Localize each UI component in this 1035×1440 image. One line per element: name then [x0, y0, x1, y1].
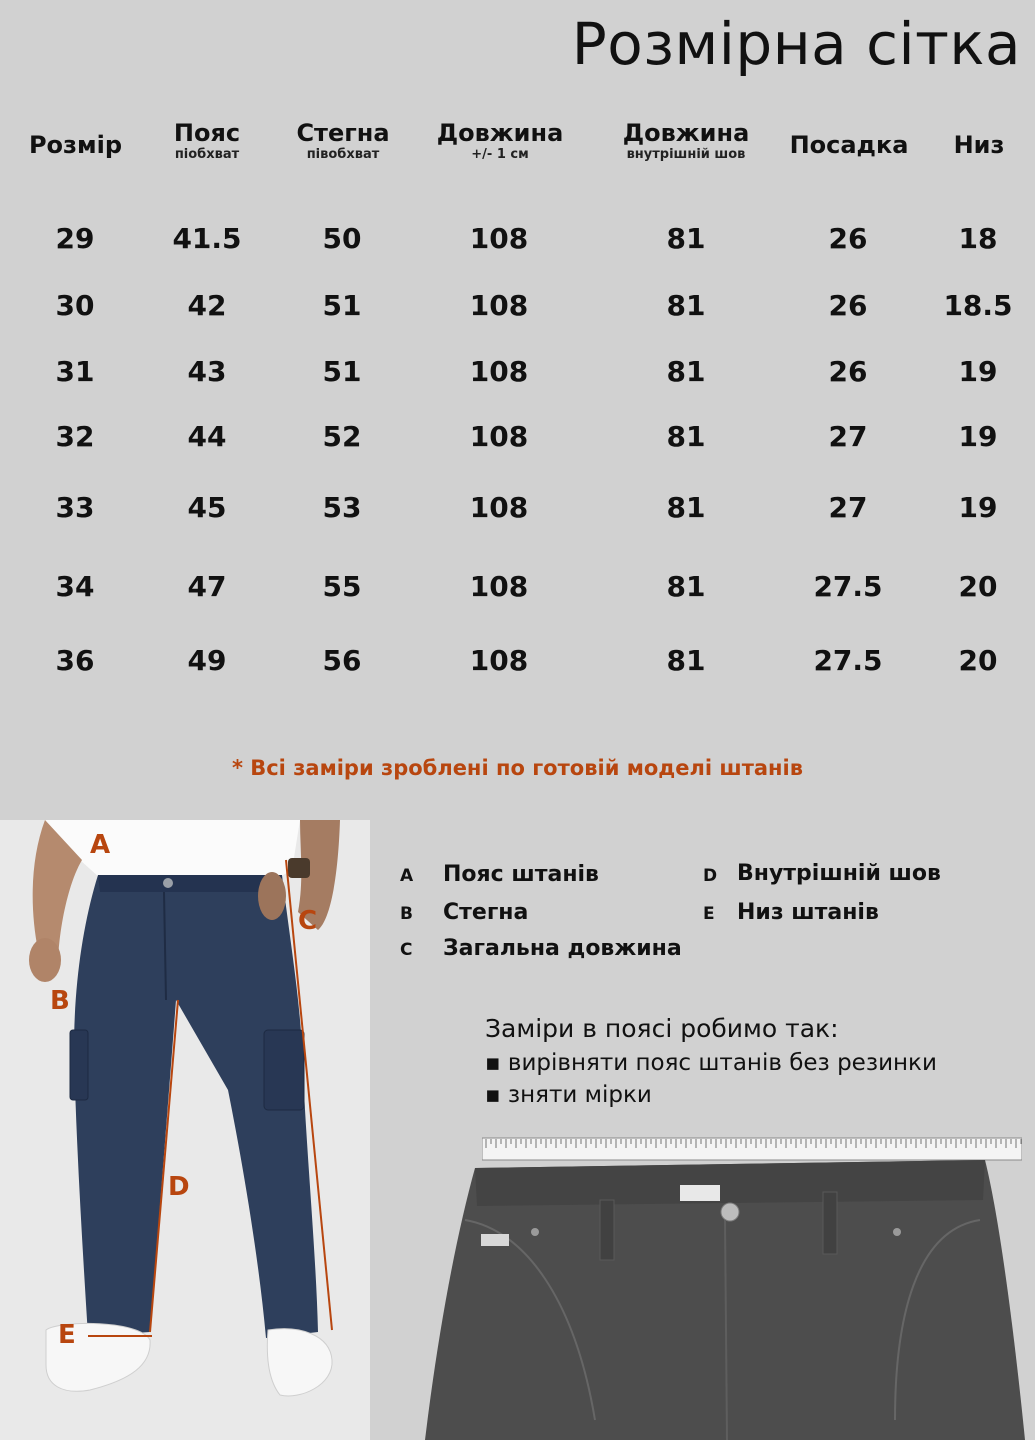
- table-cell-waist: 44: [187, 420, 227, 453]
- table-cell-waist: 47: [187, 570, 227, 603]
- table-cell-size: 36: [55, 644, 95, 677]
- table-cell-length: 108: [469, 289, 529, 322]
- table-cell-length: 108: [469, 222, 529, 255]
- howto-item-1: ▪ вирівняти пояс штанів без резинки: [485, 1050, 937, 1076]
- table-cell-length: 108: [469, 355, 529, 388]
- table-cell-hips: 50: [322, 222, 362, 255]
- table-cell-length: 108: [469, 570, 529, 603]
- table-cell-hips: 52: [322, 420, 362, 453]
- table-cell-hips: 53: [322, 491, 362, 524]
- table-cell-length: 108: [469, 644, 529, 677]
- measurement-note: * Всі заміри зроблені по готовій моделі штанів: [231, 756, 804, 780]
- jeans-waist-photo: [425, 1160, 1035, 1440]
- legend-letter-e: E: [703, 904, 715, 924]
- table-cell-rise: 27: [828, 420, 868, 453]
- table-cell-size: 30: [55, 289, 95, 322]
- marker-b: B: [50, 986, 70, 1016]
- header-hips: Стегна півобхват: [296, 119, 390, 162]
- table-cell-rise: 26: [828, 222, 868, 255]
- header-hem: Низ: [953, 131, 1005, 159]
- marker-c: C: [298, 906, 318, 936]
- table-cell-hem: 19: [958, 491, 998, 524]
- legend-letter-b: B: [400, 904, 413, 924]
- table-cell-hem: 18.5: [943, 289, 1013, 322]
- table-cell-hips: 51: [322, 355, 362, 388]
- legend-letter-d: D: [703, 866, 718, 886]
- header-waist: Пояс піобхват: [173, 119, 241, 162]
- legend-text-b: Стегна: [443, 900, 529, 925]
- table-cell-hem: 20: [958, 570, 998, 603]
- table-cell-length: 108: [469, 491, 529, 524]
- table-cell-size: 29: [55, 222, 95, 255]
- howto-item-2: ▪ зняти мірки: [485, 1082, 652, 1108]
- table-cell-size: 33: [55, 491, 95, 524]
- table-cell-waist: 41.5: [172, 222, 242, 255]
- table-cell-waist: 45: [187, 491, 227, 524]
- legend-text-d: Внутрішній шов: [737, 861, 941, 886]
- table-cell-rise: 26: [828, 355, 868, 388]
- howto-title: Заміри в поясі робимо так:: [485, 1014, 839, 1043]
- header-inseam: Довжина внутрішній шов: [622, 119, 750, 162]
- table-cell-waist: 43: [187, 355, 227, 388]
- table-cell-hem: 19: [958, 355, 998, 388]
- page-title: Розмірна сітка: [571, 10, 1021, 78]
- table-cell-rise: 27.5: [813, 644, 883, 677]
- legend-text-c: Загальна довжина: [443, 936, 682, 961]
- header-rise: Посадка: [789, 131, 909, 159]
- table-cell-hem: 19: [958, 420, 998, 453]
- table-cell-hips: 51: [322, 289, 362, 322]
- table-cell-hips: 56: [322, 644, 362, 677]
- table-cell-inseam: 81: [666, 355, 706, 388]
- table-cell-inseam: 81: [666, 644, 706, 677]
- table-cell-hips: 55: [322, 570, 362, 603]
- table-cell-size: 34: [55, 570, 95, 603]
- table-cell-inseam: 81: [666, 289, 706, 322]
- table-cell-hem: 18: [958, 222, 998, 255]
- table-cell-inseam: 81: [666, 491, 706, 524]
- legend-text-a: Пояс штанів: [443, 862, 599, 887]
- table-cell-rise: 26: [828, 289, 868, 322]
- table-cell-size: 31: [55, 355, 95, 388]
- table-cell-hem: 20: [958, 644, 998, 677]
- table-cell-waist: 49: [187, 644, 227, 677]
- legend-letter-a: A: [400, 866, 414, 886]
- marker-e: E: [58, 1320, 76, 1350]
- marker-a: A: [90, 830, 111, 860]
- header-length: Довжина +/- 1 см: [436, 119, 564, 162]
- table-cell-waist: 42: [187, 289, 227, 322]
- table-cell-rise: 27: [828, 491, 868, 524]
- table-cell-length: 108: [469, 420, 529, 453]
- legend-letter-c: C: [400, 940, 413, 960]
- table-cell-inseam: 81: [666, 420, 706, 453]
- measuring-tape: [482, 1136, 1022, 1162]
- table-cell-inseam: 81: [666, 570, 706, 603]
- marker-d: D: [168, 1172, 190, 1202]
- table-cell-inseam: 81: [666, 222, 706, 255]
- table-cell-rise: 27.5: [813, 570, 883, 603]
- legend-text-e: Низ штанів: [737, 900, 879, 925]
- table-cell-size: 32: [55, 420, 95, 453]
- header-size: Розмір: [28, 131, 123, 159]
